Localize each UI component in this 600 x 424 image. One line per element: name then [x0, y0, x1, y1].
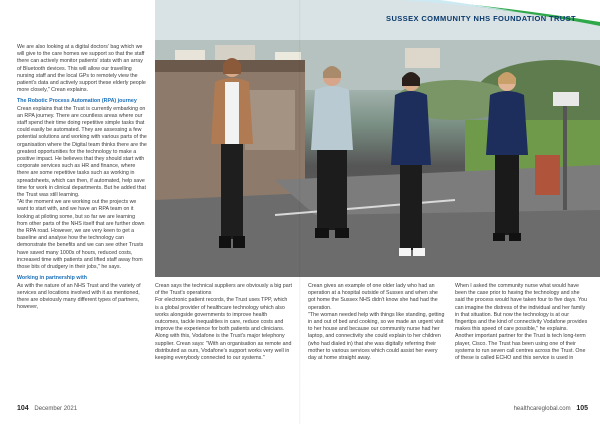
- paragraph: Along with this, Vodafone is the Trust's major telephony supplier. Crean says: "With an organisation as remote and distributed as ours, Vodafone's support works very well in keeping everybody connected to our systems.": [155, 333, 292, 362]
- paragraph: Crean says the technical suppliers are obviously a big part of the Trust's operations: [155, 283, 292, 297]
- page-gutter: [299, 0, 301, 424]
- paragraph: For electronic patient records, the Trust uses TPP, which is a global provider of healthcare technology which also works alongside governments to improve health outcomes, tackle inequalities in care, reduce costs and improve the experience for both patients and clinicians.: [155, 297, 288, 333]
- staff-photo: [155, 0, 600, 277]
- paragraph: When I asked the community nurse what would have been the case prior to having the technology and she said the process would have taken four to five days. You can imagine the distress of the individual and her family in that situation. But now the technology is at our fingertips and the kind of connectivity Vodafone provides makes this speed of care possible," he explains.: [455, 283, 588, 333]
- section-heading: The Robotic Process Automation (RPA) journey: [17, 98, 137, 105]
- paragraph: Another important partner for the Trust is tech long-term player, Cisco. The Trust has been using one of their systems to run seven call centres across the Trust. One of these is called ECHO and this service is used in: [455, 333, 586, 362]
- publication-banner-title: SUSSEX COMMUNITY NHS FOUNDATION TRUST: [386, 14, 576, 23]
- footer-right: [514, 405, 588, 412]
- footer-left: [17, 405, 77, 412]
- website-url: healthcareglobal.com: [513, 406, 571, 412]
- paragraph: "The woman needed help with things like standing, getting in and out of bed and cooking, so we made an urgent visit to her house and because our community nurse had her laptop, and connectivity she could explain to her children (who had dialed in) that she was digitally referring their mother to various services which could assist her every day at home straight away.: [308, 311, 445, 362]
- issue-date: December 2021: [34, 406, 78, 412]
- paragraph: Crean explains that the Trust is currently embarking on an RPA journey. There are countless areas where our staff spend their time doing repetitive simple tasks that could easily be automated. They are assessing a few potential solutions and working with various parts of the organisation where the Digital team thinks there are the greatest opportunities for the technology to make a positive impact. He believes that they should start with corporate services such as HR and finance, where there are some repetitive tasks such as working in spreadsheets, which can then, if automated, help save time for work in clinical departments. But he added that the Trust was still learning.: [17, 105, 147, 199]
- article-column-c: [308, 283, 445, 362]
- paragraph: Crean gives an example of one older lady who had an operation at a hospital outside of Sussex and when she got home the Sussex NHS didn't know she had had the operation.: [308, 283, 438, 311]
- header-banner: [300, 0, 600, 34]
- staff-photo-illustration: [155, 0, 600, 277]
- article-column-d: [455, 283, 589, 362]
- page-number-right: 105: [576, 405, 588, 412]
- article-column-b: [155, 283, 292, 362]
- page-number-left: 104: [17, 405, 29, 412]
- section-heading: Working in partnership with: [17, 275, 87, 282]
- paragraph: As with the nature of an NHS Trust and the variety of services and locations involved with it as mentioned, there are obviously many different types of partners, however,: [17, 282, 141, 311]
- article-column-a: [17, 44, 147, 311]
- paragraph: We are also looking at a digital doctors' bag which we will give to the care homes we support so that the staff there can actively monitor patients' stats with an array of Bluetooth devices. This will allow our travelling nursing staff and the local GPs to remotely view the patient's data and actively support these elderly people more closely," Crean explains.: [17, 44, 146, 94]
- paragraph: "At the moment we are working out the projects we want to start with, and we have an RPA team on it looking at piloting some, but so far we are learning from other parts of the NHS itself that are further down the RPA road. However, we are very keen to get a baseline and analyse how the technology can demonstrate the benefits and we can see other Trusts have saved many 1000s of hours, reduced costs, increased time with patients and lifted staff away from those bits of drudgery in their jobs," he says.: [17, 199, 145, 271]
